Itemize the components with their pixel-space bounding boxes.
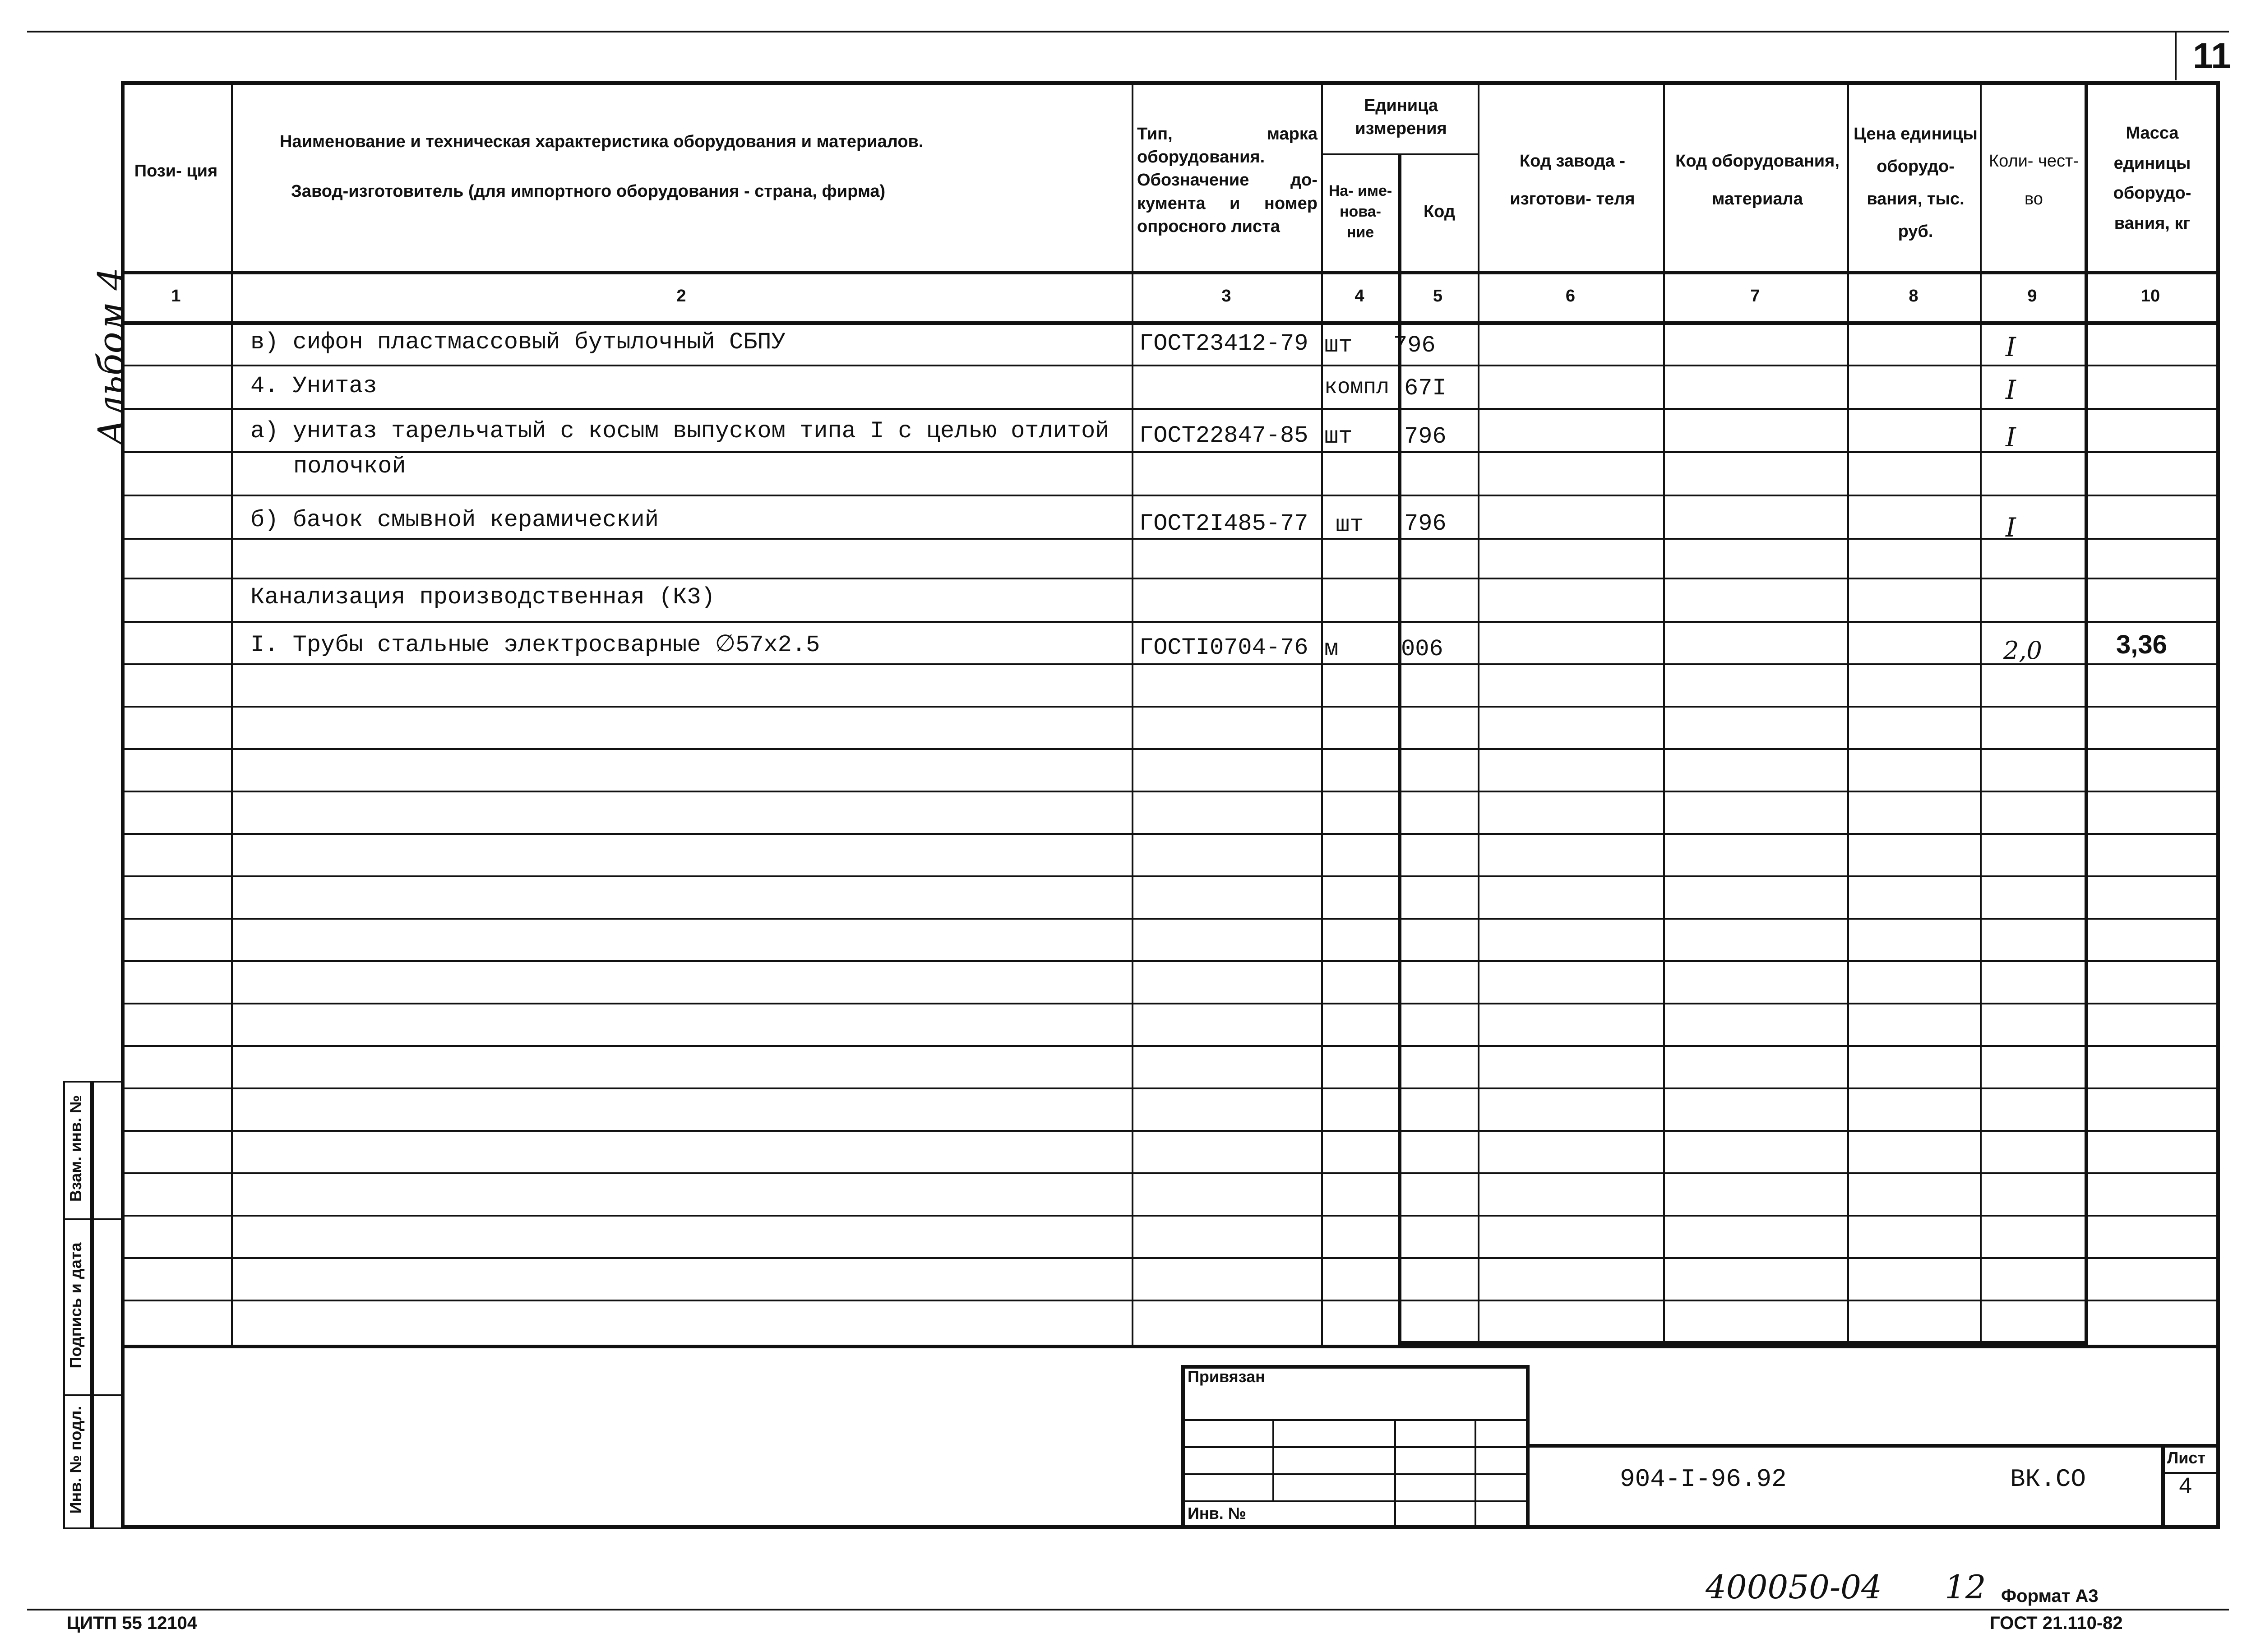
header-name-line2: Завод-изготовитель (для импортного оборудования - страна, фирма): [291, 182, 886, 201]
footer-citp: ЦИТП 55 12104: [67, 1613, 198, 1633]
header-position: Пози- ция: [134, 162, 218, 181]
row-doc: ГОСТI0704-76: [1139, 634, 1308, 661]
header-unit-group: Единица измерения: [1355, 96, 1447, 138]
header-plant-code: Код завода - изготови- теля: [1510, 152, 1635, 208]
row-name: б) бачок смывной керамический: [250, 507, 659, 533]
row-code: 796: [1404, 510, 1447, 537]
row-name-continuation: полочкой: [293, 453, 406, 480]
row-code: 67I: [1404, 375, 1447, 402]
row-doc: ГОСТ2I485-77: [1139, 510, 1308, 537]
row-unit: шт: [1324, 423, 1353, 450]
row-code: 796: [1404, 423, 1447, 450]
colnum-10: 10: [2140, 287, 2160, 305]
row-code: 006: [1401, 636, 1443, 662]
row-qty: I: [2006, 332, 2016, 362]
album-label: Альбом 4: [90, 267, 132, 446]
row-code: 796: [1393, 332, 1436, 359]
row-name: а) унитаз тарельчатый с косым выпуском типа I с целью отлитой: [250, 418, 1110, 444]
colnum-6: 6: [1565, 287, 1576, 305]
footer-gost: ГОСТ 21.110-82: [1990, 1613, 2123, 1633]
row-doc: ГОСТ23412-79: [1139, 330, 1308, 357]
row-qty: I: [2006, 375, 2016, 405]
row-qty: I: [2006, 512, 2016, 543]
header-unit-name: На- име- нова- ние: [1328, 182, 1392, 241]
side-stamp-signature: Подпись и дата: [66, 1242, 85, 1369]
colnum-5: 5: [1433, 287, 1443, 305]
header-name-line1: Наименование и техническая характеристика оборудования и материалов.: [280, 132, 924, 152]
colnum-9: 9: [2027, 287, 2037, 305]
header-unit-code: Код: [1423, 202, 1456, 222]
footer-format: Формат А3: [2001, 1586, 2099, 1606]
row-unit: компл: [1324, 375, 1390, 400]
colnum-2: 2: [676, 287, 686, 305]
section-title: Канализация производственная (К3): [250, 584, 715, 611]
footer-handwritten-num: 12: [1945, 1568, 1986, 1606]
stamp-privyazan: Привязан: [1188, 1367, 1265, 1386]
stamp-sheet-number: 4: [2178, 1474, 2193, 1500]
row-qty: 2,0: [2003, 636, 2042, 665]
footer-handwritten-code: 400050-04: [1706, 1568, 1882, 1606]
side-stamp-inv-podl: Инв. № подл.: [66, 1406, 85, 1514]
row-name: I. Трубы стальные электросварные ∅57x2.5: [250, 632, 820, 658]
header-unit-price: Цена единицы оборудо- вания, тыс. руб.: [1854, 124, 1978, 241]
colnum-7: 7: [1750, 287, 1760, 305]
stamp-section: ВК.СО: [2010, 1465, 2086, 1494]
colnum-1: 1: [171, 287, 181, 305]
stamp-sheet-label: Лист: [2167, 1448, 2206, 1467]
header-type-mark: Тип, марка оборудования. Обозначение до- кумента и номер опросного листа: [1137, 124, 1318, 236]
header-unit-mass: Масса единицы оборудо- вания, кг: [2113, 124, 2191, 233]
stamp-inv-no: Инв. №: [1188, 1504, 1246, 1522]
page-number: 11: [2193, 36, 2231, 76]
row-qty: I: [2006, 422, 2016, 453]
colnum-4: 4: [1355, 287, 1364, 305]
row-unit: шт: [1336, 512, 1364, 538]
row-name: 4. Унитаз: [250, 373, 377, 399]
colnum-8: 8: [1909, 287, 1919, 305]
header-equipment-code: Код оборудования, материала: [1675, 152, 1840, 208]
row-unit: шт: [1324, 332, 1353, 359]
side-stamp-vzam: Взам. инв. №: [66, 1095, 85, 1202]
stamp-document-code: 904-I-96.92: [1620, 1465, 1787, 1494]
row-unit: м: [1324, 636, 1339, 662]
header-quantity: Коли- чест- во: [1988, 152, 2079, 208]
row-doc: ГОСТ22847-85: [1139, 422, 1308, 449]
row-name: в) сифон пластмассовый бутылочный СБПУ: [250, 329, 786, 356]
row-mass: 3,36: [2116, 630, 2167, 659]
colnum-3: 3: [1221, 287, 1231, 305]
